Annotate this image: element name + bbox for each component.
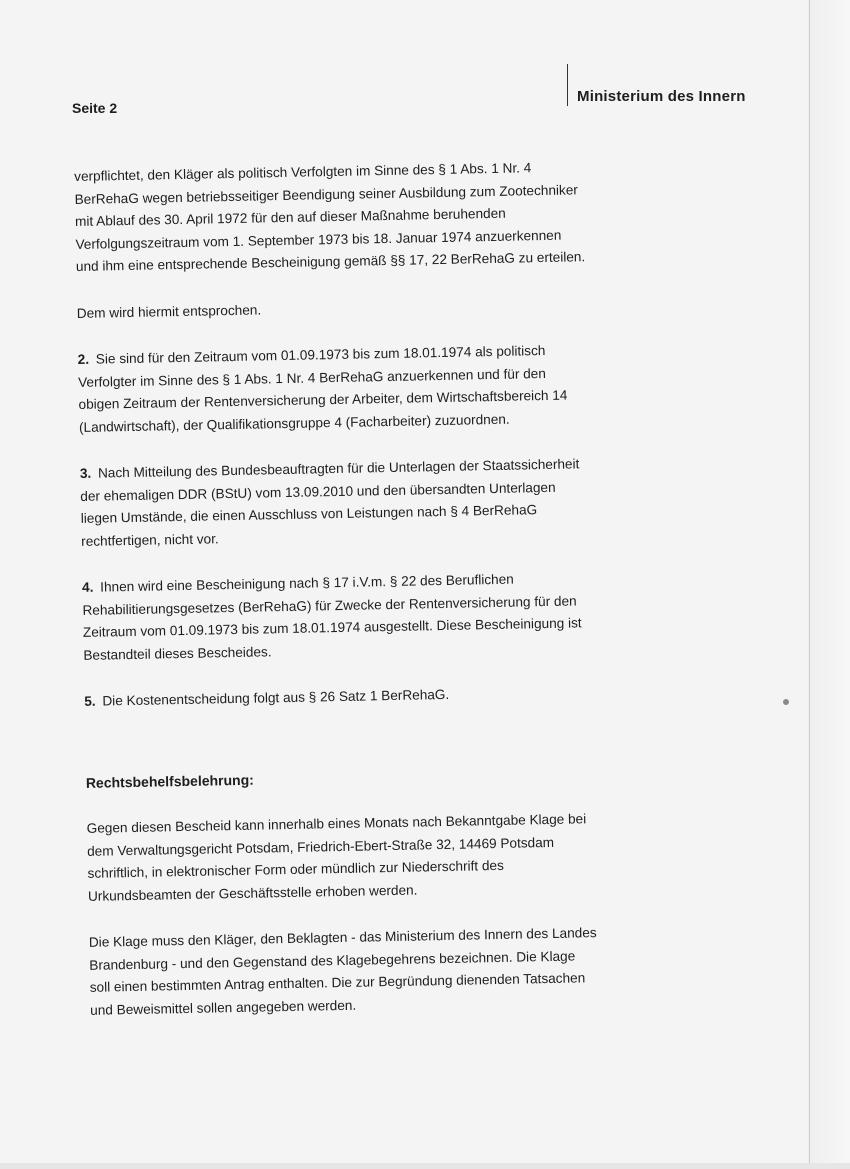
item-number: 3. xyxy=(79,465,92,481)
numbered-item xyxy=(82,567,594,667)
legal-notice-heading: Rechtsbehelfsbelehrung: xyxy=(85,771,254,791)
header-divider xyxy=(567,64,568,106)
legal-notice-paragraph: Gegen diesen Bescheid kann innerhalb eines Monats nach Bekanntgabe Klage bei dem Verwaltungsgericht Potsdam, Friedrich-Ebert-Straße 32, 14469 Potsdam schriftlich, in elektronischer Form oder mündlich zur Niederschrift des Urkundsbeamten der Geschäftsstelle erhoben werden. xyxy=(86,811,587,904)
item-number: 2. xyxy=(77,351,90,367)
item-text: Sie sind für den Zeitraum vom 01.09.1973 bis zum 18.01.1974 als politisch Verfolgter im Sinne des § 1 Abs. 1 Nr. 4 BerRehaG anzuerkennen und für den obigen Zeitraum der Rentenversicherung der Arbeiter, dem Wirtschaftsbereich 14 (Landwirtschaft), der Qualifikationsgruppe 4 (Facharbeiter) zuzuordnen. xyxy=(78,342,568,435)
item-text: Ihnen wird eine Bescheinigung nach § 17 i.V.m. § 22 des Beruflichen Rehabilitierungsgesetzes (BerRehaG) für Zwecke der Rentenversicherung für den Zeitraum vom 01.09.1973 bis zum 18.01.1974 ausgestellt. Diese Bescheinigung ist Bestandteil dieses Bescheides. xyxy=(82,571,582,663)
numbered-item xyxy=(80,453,592,553)
numbered-item xyxy=(78,339,590,439)
scan-speck xyxy=(783,699,789,705)
page-edge-shadow xyxy=(808,0,850,1169)
item-number: 4. xyxy=(81,579,94,595)
item-text: Die Kostenentscheidung folgt aus § 26 Satz 1 BerRehaG. xyxy=(102,686,450,709)
item-text: Nach Mitteilung des Bundesbeauftragten für die Unterlagen der Staatssicherheit der ehemaligen DDR (BStU) vom 13.09.2010 und den übersandten Unterlagen liegen Umstände, die einen Ausschluss von Leistungen nach § 4 BerRehaG rechtfertigen, nicht vor. xyxy=(80,456,580,549)
ministry-header: Ministerium des Innern xyxy=(577,88,746,105)
granted-statement: Dem wird hiermit entsprochen. xyxy=(76,301,262,321)
legal-notice-paragraph: Die Klage muss den Kläger, den Beklagten - das Ministerium des Innern des Landes Brandenburg - und den Gegenstand des Klagebegehrens bezeichnen. Die Klage soll einen bestimmten Antrag enthalten. Die zur Begründung dienenden Tatsachen und Beweismittel sollen angegeben werden. xyxy=(88,925,597,1018)
page-edge-line xyxy=(809,0,810,1169)
page-number: Seite 2 xyxy=(72,100,118,116)
letter-body xyxy=(74,156,601,1046)
page-bottom-edge xyxy=(0,1163,850,1169)
item-number: 5. xyxy=(84,693,96,709)
numbered-item xyxy=(84,681,594,713)
intro-paragraph: verpflichtet, den Kläger als politisch Verfolgten im Sinne des § 1 Abs. 1 Nr. 4 BerRehaG wegen betriebsseitiger Beendigung seiner Ausbildung zum Zootechniker mit Ablauf des 30. April 1972 für den auf dieser Maßnahme beruhenden Verfolgungszeitraum vom 1. September 1973 bis 18. Januar 1974 anzuerkennen und ihm eine entsprechende Bescheinigung gemäß §§ 17, 22 BerRehaG zu erteilen. xyxy=(74,160,586,274)
